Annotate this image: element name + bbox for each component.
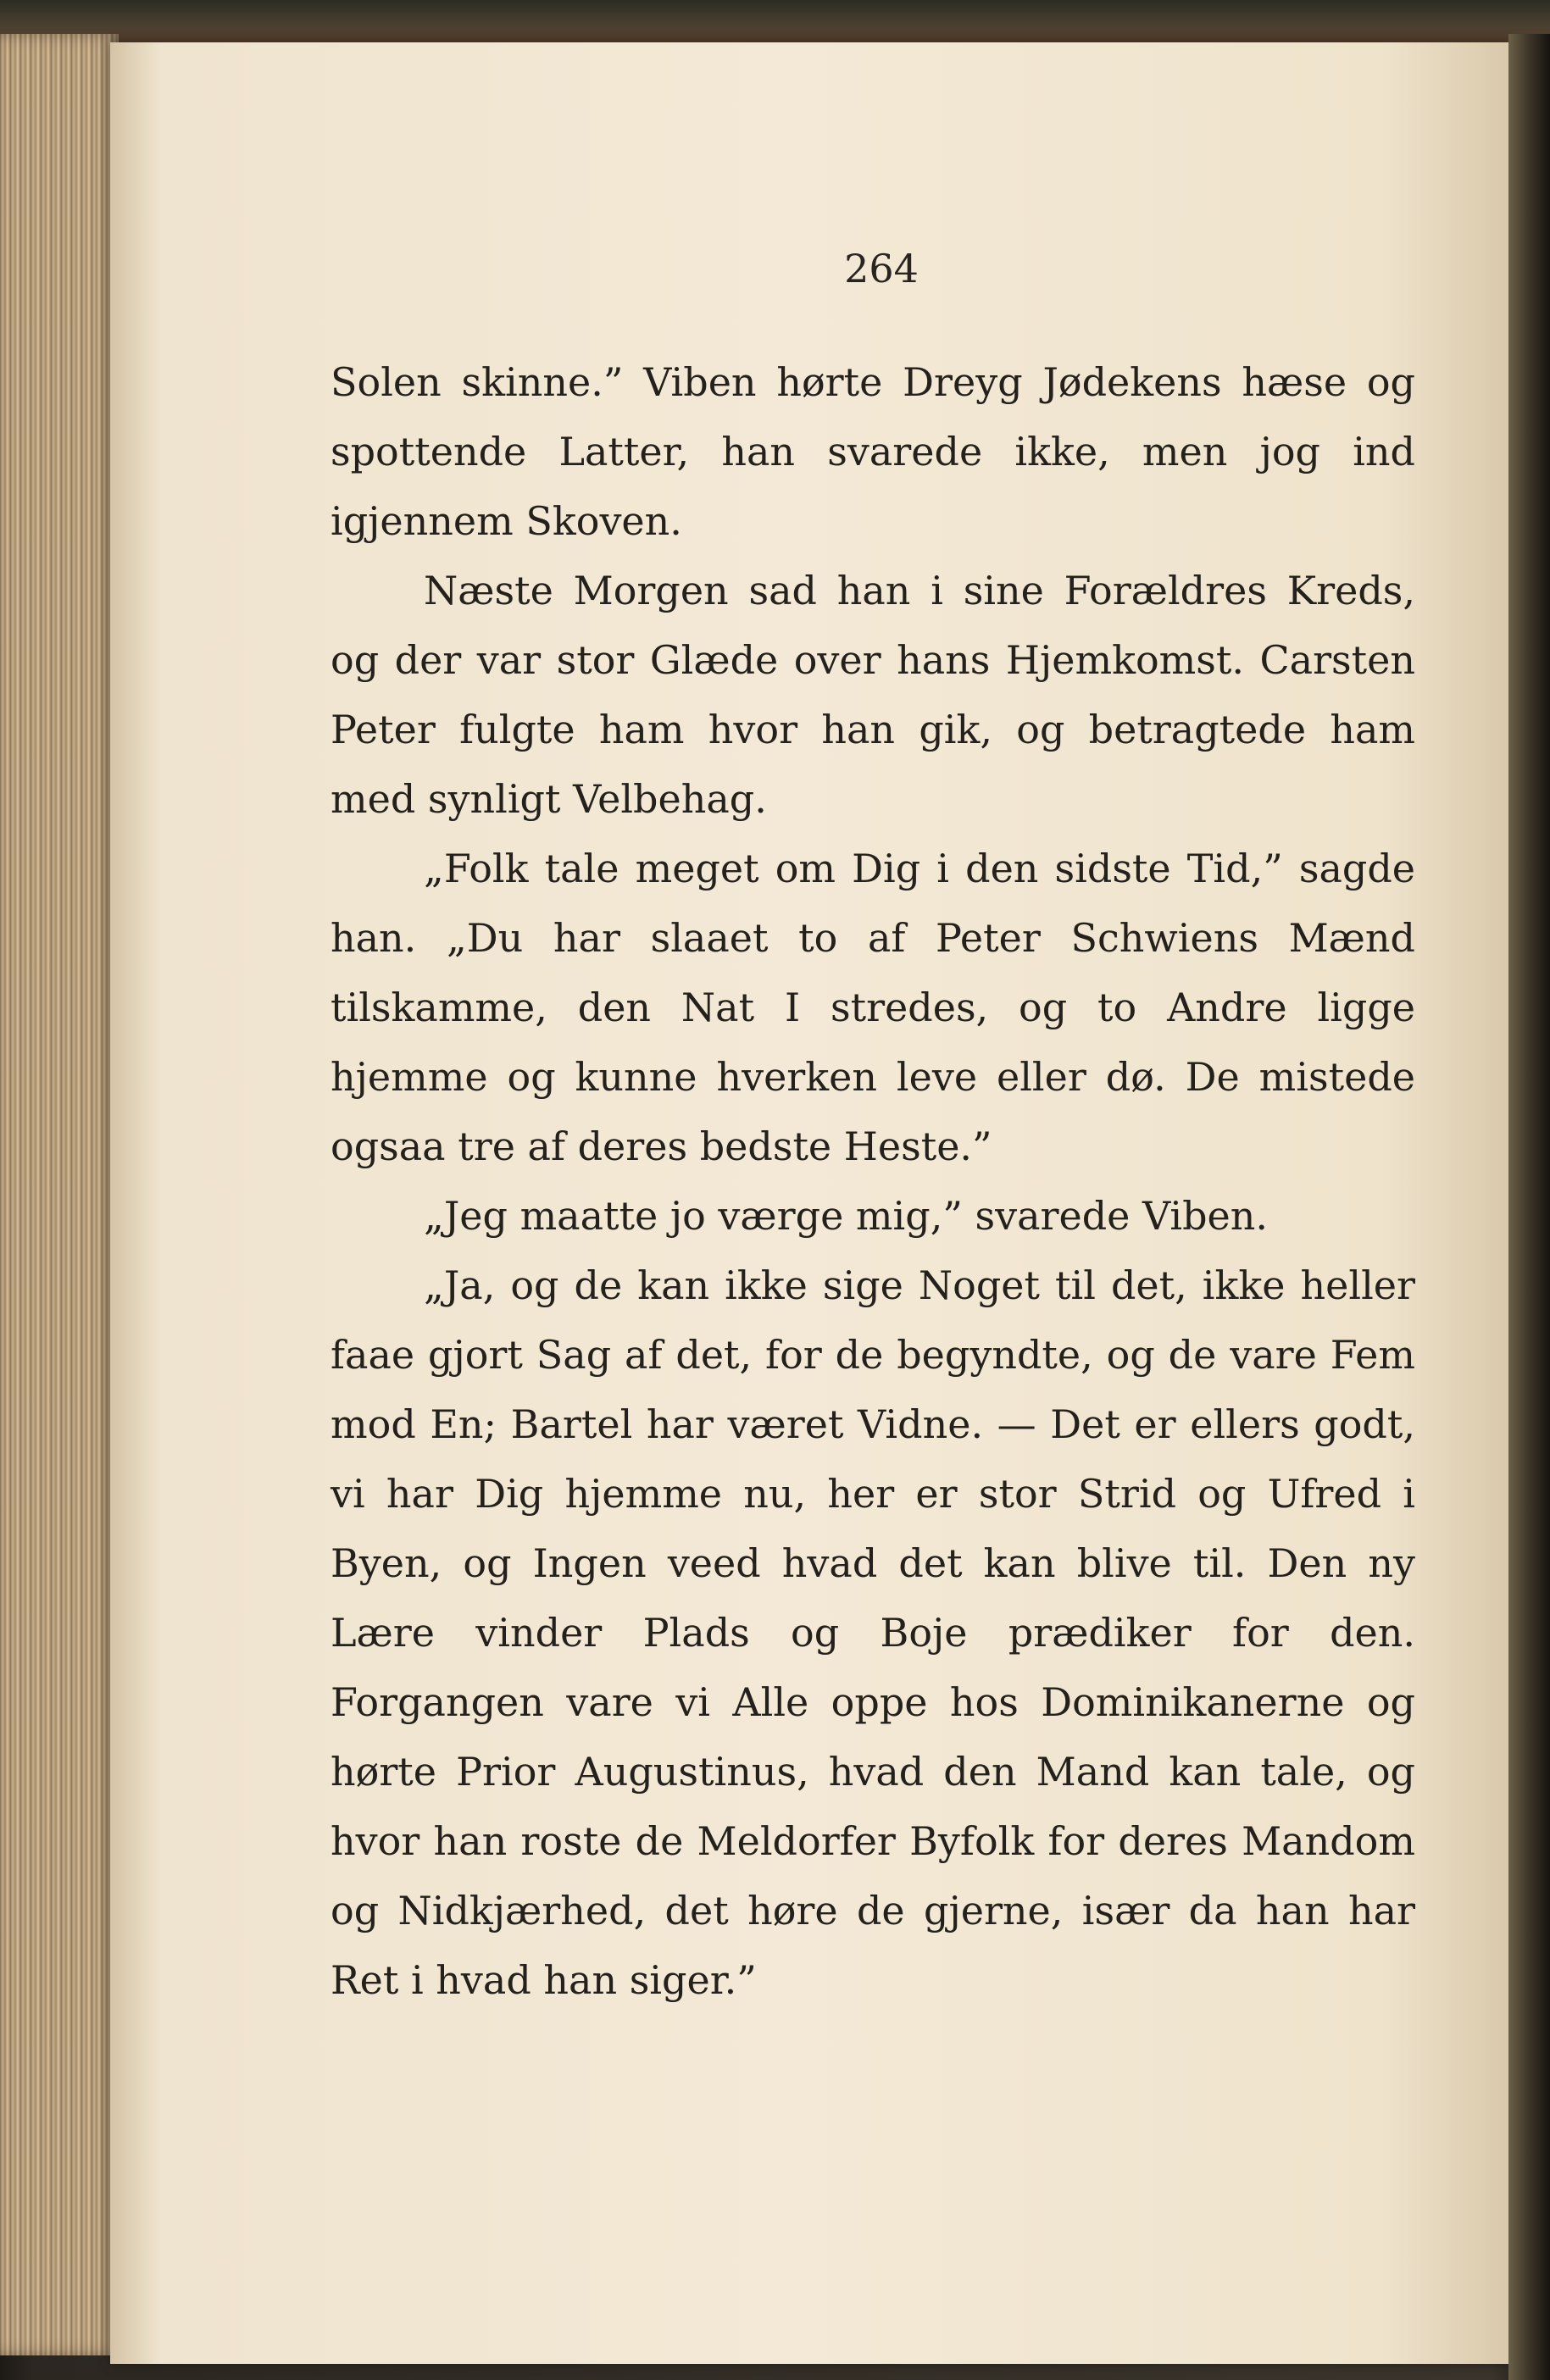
paragraph: „Jeg maatte jo værge mig,” svarede Viben. (424, 1193, 1269, 1239)
paragraph: Solen skinne.” Viben hørte Dreyg Jødekens hæse og spottende Latter, han svarede ikke, men jog ind igjennem Skoven. (331, 359, 1415, 544)
book-spine-shadow (1508, 34, 1550, 2380)
page-number: 264 (844, 246, 919, 291)
page-edges (0, 34, 119, 2355)
paragraph: „Ja, og de kan ikke sige Noget til det, ikke heller faae gjort Sag af det, for de begyndte, og de vare Fem mod En; Bartel har været Vidne. — Det er ellers godt, vi har Dig hjemme nu, her er stor Strid og Ufred i Byen, og Ingen veed hvad det kan blive til. Den ny Lære vinder Plads og Boje prædiker for den. Forgangen vare vi Alle oppe hos Dominikanerne og hørte Prior Augustinus, hvad den Mand kan tale, og hvor han roste de Meldorfer Byfolk for deres Mandom og Nidkjærhed, det høre de gjerne, især da han har Ret i hvad han siger.” (331, 1262, 1415, 2003)
body-text (331, 347, 1415, 2015)
paragraph: Næste Morgen sad han i sine Forældres Kreds, og der var stor Glæde over hans Hjemkomst. Carsten Peter fulgte ham hvor han gik, og betragtede ham med synligt Velbehag. (331, 568, 1415, 822)
paragraph: „Folk tale meget om Dig i den sidste Tid,” sagde han. „Du har slaaet to af Peter Schwiens Mænd tilskamme, den Nat I stredes, og to Andre ligge hjemme og kunne hverken leve eller dø. De mistede ogsaa tre af deres bedste Heste.” (331, 846, 1415, 1169)
